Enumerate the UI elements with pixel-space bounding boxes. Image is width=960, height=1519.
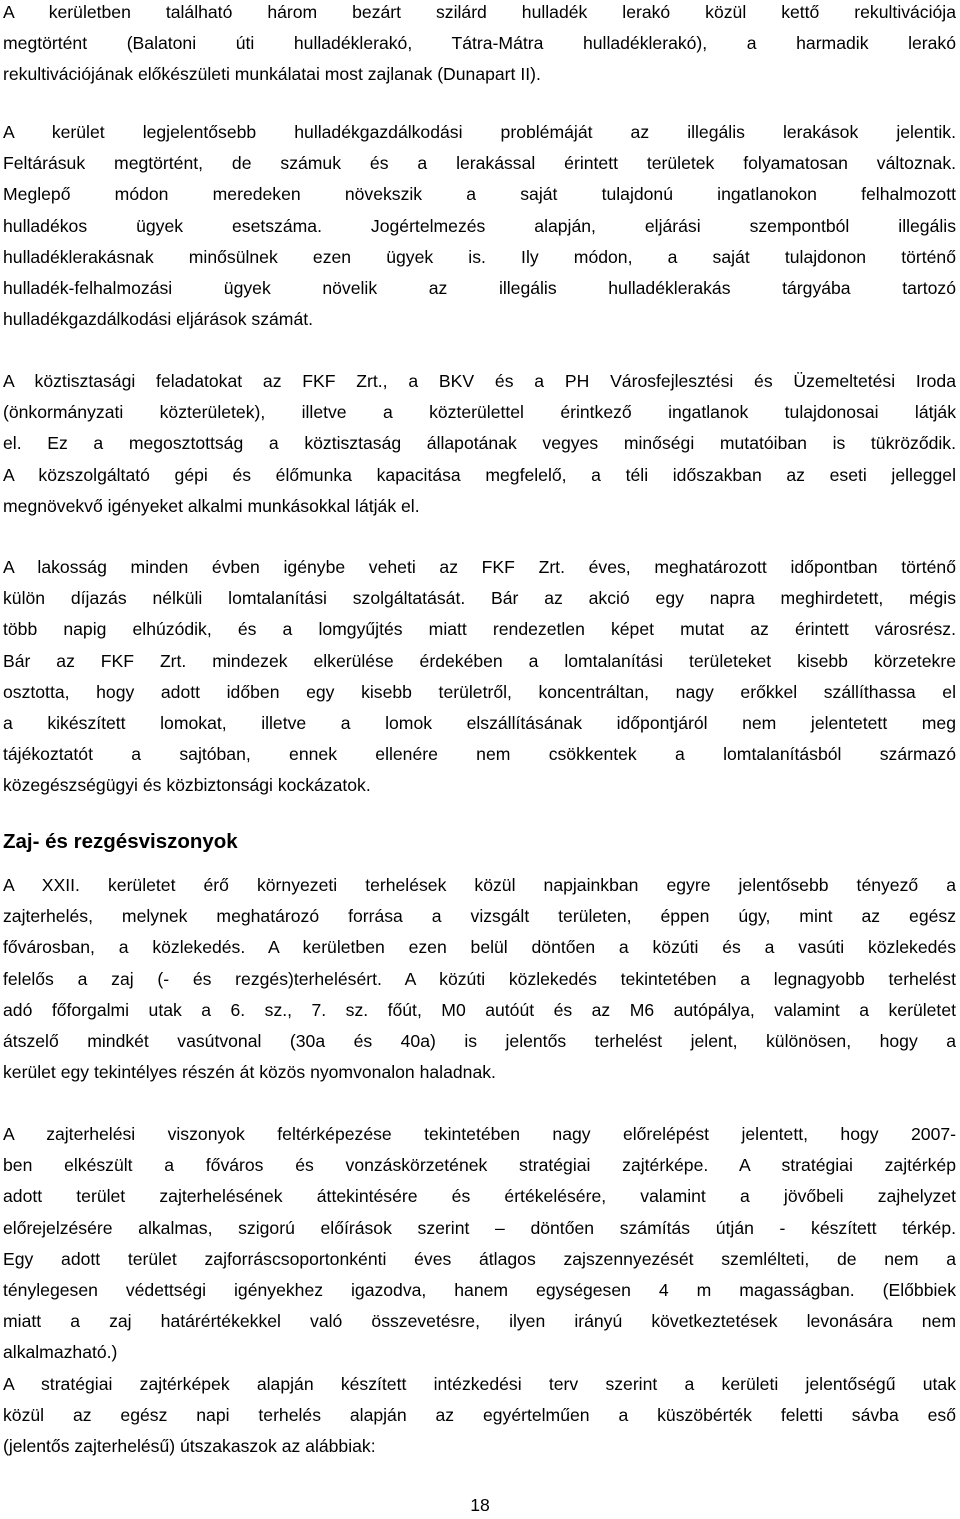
text-line: (önkormányzati közterületek), illetve a közterülettel érintkező ingatlanok tulajdonosai látják bbox=[3, 402, 956, 423]
text-line: el. Ez a megosztottság a köztisztaság állapotának vegyes minőségi mutatóiban is tükröződik. bbox=[3, 433, 956, 454]
text-line: A közszolgáltató gépi és élőmunka kapacitása megfelelő, a téli időszakban az eseti jelleggel bbox=[3, 464, 956, 485]
text-line: A lakosság minden évben igénybe veheti az FKF Zrt. éves, meghatározott időpontban történő bbox=[3, 557, 956, 577]
text-line: Feltárásuk megtörtént, de számuk és a lerakással érintett területek folyamatosan változnak. bbox=[3, 153, 956, 174]
text-line: A kerület legjelentősebb hulladékgazdálkodási problémáját az illegális lerakások jelentik. bbox=[3, 122, 956, 142]
text-line: előrejelzésére alkalmas, szigorú előírások szerint – döntően számítás útján - készített térkép. bbox=[3, 1217, 956, 1238]
paragraph-illegal-dumping bbox=[3, 117, 956, 335]
text-line: kerület egy tekintélyes részén át közös nyomvonalon haladnak. bbox=[3, 1062, 496, 1083]
text-line: miatt a zaj határértékekkel való összevetésre, ilyen irányú következtetések levonására nem bbox=[3, 1311, 956, 1332]
text-line: felelős a zaj (- és rezgés)terhelésért. A közúti közlekedés tekintetében a legnagyobb terhelést bbox=[3, 968, 956, 989]
text-line: alkalmazható.) bbox=[3, 1342, 118, 1363]
text-line: hulladék-felhalmozási ügyek növelik az illegális hulladéklerakás tárgyába tartozó bbox=[3, 277, 956, 298]
text-line: A kerületben található három bezárt szilárd hulladék lerakó közül kettő rekultivációja bbox=[3, 2, 956, 22]
paragraph-noise-sources bbox=[3, 870, 956, 1088]
text-line: Egy adott terület zajforráscsoportonkénti éves átlagos zajszennyezését szemlélteti, de nem a bbox=[3, 1248, 956, 1269]
paragraph-action-plan bbox=[3, 1369, 956, 1463]
text-line: rekultivációjának előkészületi munkálatai most zajlanak (Dunapart II). bbox=[3, 64, 541, 85]
text-line: A XXII. kerületet érő környezeti terhelések közül napjainkban egyre jelentősebb tényező a bbox=[3, 875, 956, 895]
paragraph-bulky-waste bbox=[3, 552, 956, 802]
text-line: több napig elhúzódik, és a lomgyűjtés miatt rendezetlen képet mutat az érintett városrész. bbox=[3, 619, 956, 640]
text-line: a kikészített lomokat, illetve a lomok elszállításának időpontjáról nem jelentetett meg bbox=[3, 712, 956, 733]
text-line: fővárosban, a közlekedés. A kerületben ezen belül döntően a közúti és a vasúti közlekedés bbox=[3, 937, 956, 958]
text-line: adó főforgalmi utak a 6. sz., 7. sz. főút, M0 autóút és az M6 autópálya, valamint a kerületet bbox=[3, 999, 956, 1020]
text-line: Meglepő módon meredeken növekszik a saját tulajdonú ingatlanokon felhalmozott bbox=[3, 184, 956, 205]
section-heading: Zaj- és rezgésviszonyok bbox=[3, 830, 238, 853]
paragraph-noise-map bbox=[3, 1119, 956, 1369]
text-line: adott terület zajterhelésének áttekintésére és értékelésére, valamint a jövőbeli zajhelyzet bbox=[3, 1186, 956, 1207]
text-line: osztotta, hogy adott időben egy kisebb területről, koncentráltan, nagy erőkkel szállíthassa el bbox=[3, 681, 956, 702]
paragraph-landfills bbox=[3, 0, 956, 91]
text-line: ben elkészült a főváros és vonzáskörzetének stratégiai zajtérképe. A stratégiai zajtérkép bbox=[3, 1155, 956, 1176]
text-line: ténylegesen védettségi igényekhez igazodva, hanem egységesen 4 m magasságban. (Előbbiek bbox=[3, 1279, 956, 1300]
text-line: hulladékos ügyek esetszáma. Jogértelmezés alapján, eljárási szempontból illegális bbox=[3, 215, 956, 236]
text-line: megtörtént (Balatoni úti hulladéklerakó, Tátra-Mátra hulladéklerakó), a harmadik lerakó bbox=[3, 33, 956, 54]
text-line: megnövekvő igényeket alkalmi munkásokkal látják el. bbox=[3, 495, 420, 516]
text-line: hulladéklerakásnak minősülnek ezen ügyek is. Ily módon, a saját tulajdonon történő bbox=[3, 246, 956, 267]
text-line: tájékoztatót a sajtóban, ennek ellenére nem csökkentek a lomtalanításból származó bbox=[3, 744, 956, 765]
text-line: A köztisztasági feladatokat az FKF Zrt., a BKV és a PH Városfejlesztési és Üzemeltetési Iroda bbox=[3, 371, 956, 391]
text-line: átszelő mindkét vasútvonal (30a és 40a) is jelentős terhelést jelent, különösen, hogy a bbox=[3, 1030, 956, 1051]
text-line: közül az egész napi terhelés alapján az egyértelműen a küszöbérték feletti sávba eső bbox=[3, 1405, 956, 1426]
paragraph-public-cleaning bbox=[3, 366, 956, 522]
text-line: (jelentős zajterhelésű) útszakaszok az alábbiak: bbox=[3, 1436, 376, 1457]
text-line: Bár az FKF Zrt. mindezek elkerülése érdekében a lomtalanítási területeket kisebb körzetekre bbox=[3, 650, 956, 671]
text-line: A stratégiai zajtérképek alapján készített intézkedési terv szerint a kerületi jelentőségű utak bbox=[3, 1374, 956, 1394]
text-line: A zajterhelési viszonyok feltérképezése tekintetében nagy előrelépést jelentett, hogy 2007- bbox=[3, 1124, 956, 1144]
text-line: közegészségügyi és közbiztonsági kockázatok. bbox=[3, 775, 371, 796]
page-number: 18 bbox=[470, 1495, 490, 1515]
text-line: hulladékgazdálkodási eljárások számát. bbox=[3, 309, 314, 330]
text-line: külön díjazás nélküli lomtalanítási szolgáltatását. Bár az akció egy napra meghirdetett, mégis bbox=[3, 588, 956, 609]
text-line: zajterhelés, melynek meghatározó forrása a vizsgált területen, éppen úgy, mint az egész bbox=[3, 906, 956, 927]
